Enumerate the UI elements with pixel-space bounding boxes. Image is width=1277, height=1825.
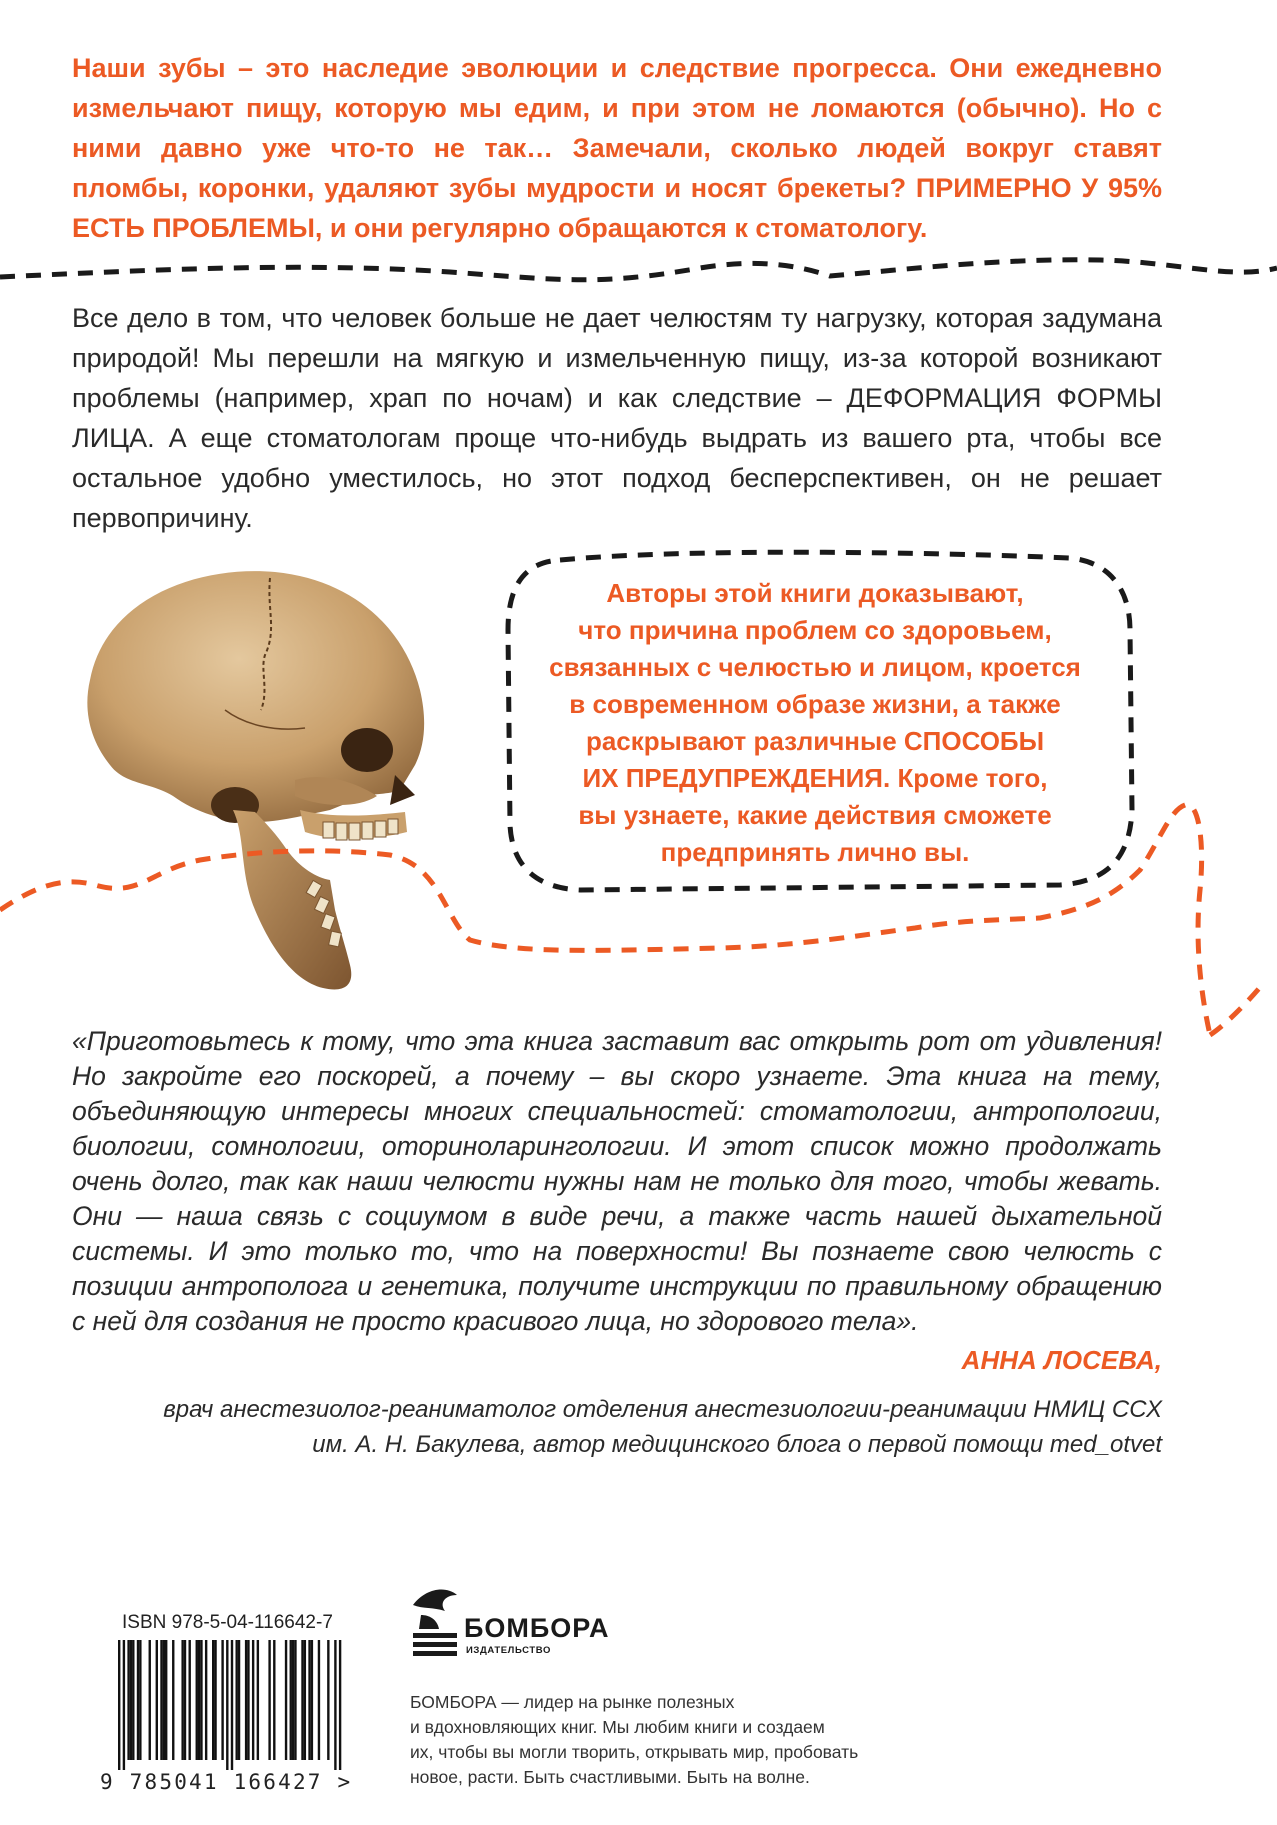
publisher-name: БОМБОРА: [464, 1613, 610, 1643]
barcode-bar: [160, 1640, 162, 1760]
barcode-bar: [165, 1640, 167, 1760]
callout-line: связанных с челюстью и лицом, кроется: [549, 652, 1081, 682]
barcode-bar: [221, 1640, 223, 1760]
credentials-line: им. А. Н. Бакулева, автор медицинского блога о первой помощи med_otvet: [312, 1431, 1162, 1458]
barcode-bar: [132, 1640, 134, 1760]
barcode-bar: [285, 1640, 287, 1760]
orange-dashed-wave: [0, 780, 1277, 1050]
barcode-bar: [238, 1640, 240, 1760]
barcode-bar: [226, 1640, 228, 1770]
barcode-bar: [334, 1640, 336, 1770]
barcode-bar: [257, 1640, 259, 1760]
credentials-line: врач анестезиолог-реаниматолог отделения анестезиологии-реанимации НМИЦ ССХ: [163, 1396, 1162, 1423]
barcode-bar: [172, 1640, 174, 1760]
barcode-bar: [200, 1640, 202, 1760]
barcode-bar: [294, 1640, 296, 1760]
callout-line: вы узнаете, какие действия сможете: [578, 800, 1052, 830]
barcode-bar: [163, 1640, 165, 1760]
barcode-bar: [268, 1640, 270, 1760]
barcode-bar: [127, 1640, 129, 1760]
barcode-bar: [156, 1640, 158, 1760]
barcode: [118, 1640, 358, 1770]
barcode-bar: [196, 1640, 198, 1760]
barcode-bar: [308, 1640, 310, 1760]
barcode-bar: [139, 1640, 141, 1760]
intro-highlight: ПРИМЕРНО У 95% ЕСТЬ ПРОБЛЕМЫ: [72, 173, 1162, 243]
barcode-bar: [292, 1640, 294, 1760]
barcode-bar: [149, 1640, 151, 1760]
publisher-description: [410, 1690, 930, 1790]
barcode-bar: [304, 1640, 306, 1760]
barcode-bar: [212, 1640, 214, 1760]
body-paragraph: Все дело в том, что человек больше не дает челюстям ту нагрузку, которая задумана природой! Мы перешли на мягкую и измельченную пищу, из-за которой возникают проблемы (например, храп по ночам) и как следствие – ДЕФОРМАЦИЯ ФОРМЫ ЛИЦА. А еще стоматологам проще что-нибудь выдрать из вашего рта, чтобы все остальное удобно уместилось, но этот подход бесперспективен, он не решает первопричину.: [72, 303, 1162, 533]
publisher-description-line: и вдохновляющих книг. Мы любим книги и создаем: [410, 1717, 825, 1737]
barcode-bar: [137, 1640, 139, 1760]
barcode-bar: [198, 1640, 200, 1760]
quote-author: АННА ЛОСЕВА,: [961, 1345, 1162, 1375]
author-credentials: [72, 1392, 1162, 1462]
publisher-description-line: новое, расти. Быть счастливыми. Быть на волне.: [410, 1767, 810, 1787]
callout-line: в современном образе жизни, а также: [569, 689, 1061, 719]
barcode-bar: [130, 1640, 132, 1760]
barcode-bar: [181, 1640, 183, 1760]
barcode-bar: [189, 1640, 191, 1760]
bombora-wave-logo-icon: [405, 1585, 465, 1665]
barcode-bar: [236, 1640, 238, 1760]
barcode-bar: [214, 1640, 216, 1760]
barcode-bar: [290, 1640, 292, 1760]
barcode-bar: [123, 1640, 125, 1770]
barcode-bar: [118, 1640, 120, 1770]
callout-line: Авторы этой книги доказывают,: [606, 578, 1024, 608]
callout-line: ИХ ПРЕДУПРЕЖДЕНИЯ. Кроме того,: [582, 763, 1048, 793]
intro-text-part2: , и они регулярно обращаются к стоматологу.: [314, 213, 928, 243]
barcode-bar: [327, 1640, 329, 1760]
barcode-bar: [231, 1640, 233, 1770]
callout-line: предпринять лично вы.: [660, 837, 970, 867]
barcode-bar: [245, 1640, 247, 1760]
dashed-wave-divider: [0, 240, 1277, 290]
barcode-bar: [339, 1640, 341, 1770]
publisher-description-line: БОМБОРА — лидер на рынке полезных: [410, 1692, 735, 1712]
barcode-bar: [205, 1640, 207, 1760]
barcode-bar: [273, 1640, 275, 1760]
barcode-digits: 9 785041 166427 >: [100, 1770, 353, 1794]
barcode-bar: [301, 1640, 303, 1760]
intro-text-part1: Наши зубы – это наследие эволюции и следствие прогресса. Они ежедневно измельчают пищу, которую мы едим, и при этом не ломаются (обычно). Но с ними давно уже что-то не так… Замечали, сколько людей вокруг ставят пломбы, коронки, удаляют зубы мудрости и носят брекеты?: [72, 53, 1162, 203]
intro-paragraph: [72, 48, 1162, 248]
barcode-bar: [247, 1640, 249, 1760]
publisher-description-line: их, чтобы вы могли творить, открывать мир, пробовать: [410, 1742, 859, 1762]
publisher-subtitle: ИЗДАТЕЛЬСТВО: [466, 1645, 551, 1656]
isbn-label: ISBN 978-5-04-116642-7: [122, 1612, 333, 1633]
barcode-bar: [184, 1640, 186, 1760]
barcode-bar: [311, 1640, 313, 1760]
callout-line: раскрывают различные СПОСОБЫ: [585, 726, 1045, 756]
review-quote: «Приготовьтесь к тому, что эта книга заставит вас открыть рот от удивления! Но закройте его поскорей, а почему – вы скоро узнаете. Эта книга на тему, объединяющую интересы многих специальностей: стоматологии, антропологии, биологии, сомнологии, оториноларингологии. И этот список можно продолжать очень долго, так как наши челюсти нужны нам не только для того, чтобы жевать. Они — наша связь с социумом в виде речи, а также часть нашей дыхательной системы. И это только то, что на поверхности! Вы познаете свою челюсть с позиции антрополога и генетика, получите инструкции по правильному обращению с ней для создания не просто красивого лица, но здорового тела».: [72, 1026, 1162, 1336]
barcode-bar: [252, 1640, 254, 1760]
barcode-bar: [318, 1640, 320, 1760]
callout-line: что причина проблем со здоровьем,: [578, 615, 1052, 645]
